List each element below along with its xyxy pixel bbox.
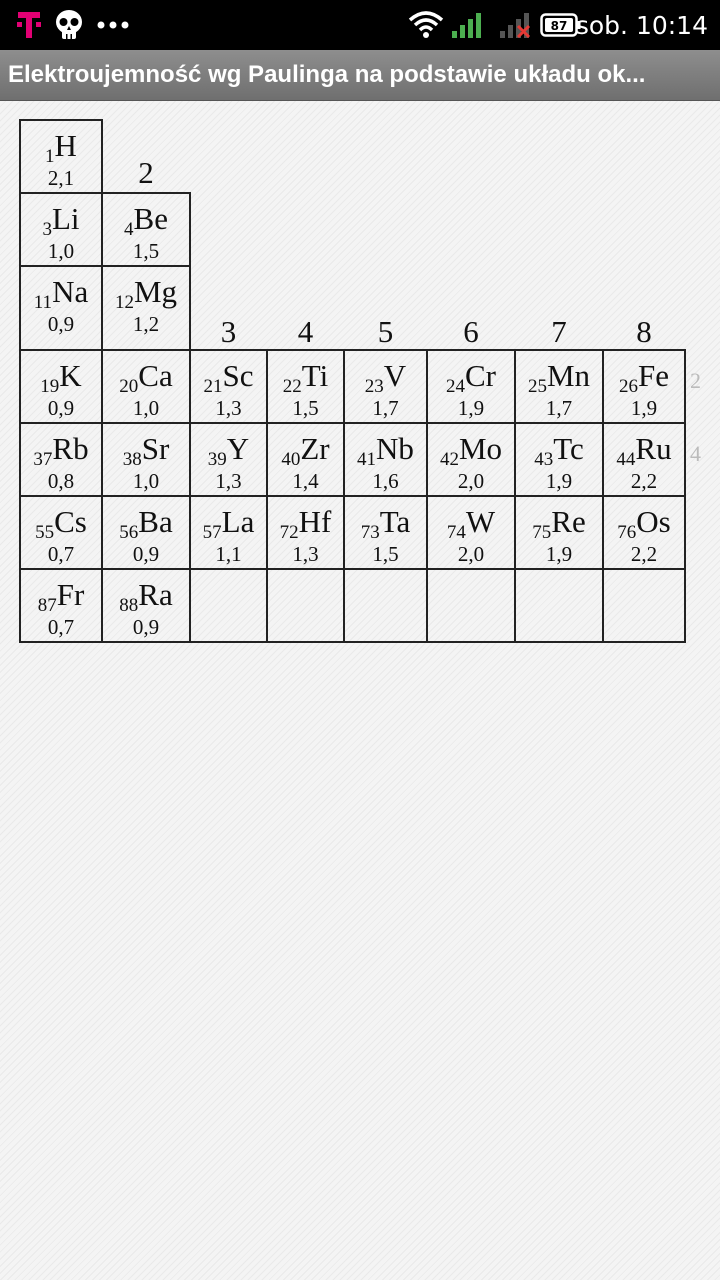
element-cell bbox=[603, 569, 685, 642]
atomic-number: 42 bbox=[439, 449, 459, 470]
electronegativity-value: 0,9 bbox=[47, 396, 75, 420]
element-symbol bbox=[123, 431, 170, 470]
element-symbol bbox=[616, 431, 671, 470]
group-number: 6 bbox=[463, 314, 479, 349]
element-symbol-text: H bbox=[54, 128, 77, 163]
element-symbol-text: Ru bbox=[635, 431, 672, 466]
element-symbol-text: Tc bbox=[553, 431, 584, 466]
element-cell bbox=[344, 569, 427, 642]
element-symbol bbox=[34, 274, 89, 313]
title-bar bbox=[0, 50, 720, 101]
atomic-number: 88 bbox=[119, 595, 139, 616]
electronegativity-value: 1,9 bbox=[457, 396, 485, 420]
cut-off-atomic-number: 4 bbox=[690, 441, 701, 466]
atomic-number: 87 bbox=[37, 595, 57, 616]
no-signal-icon bbox=[498, 0, 532, 50]
element-symbol-text: Zr bbox=[300, 431, 330, 466]
electronegativity-value: 1,9 bbox=[545, 469, 573, 493]
element-symbol bbox=[38, 577, 85, 616]
element-symbol-text: Fr bbox=[56, 577, 85, 612]
element-symbol-text: Ra bbox=[138, 577, 173, 612]
signal-icon bbox=[450, 0, 484, 50]
electronegativity-value: 1,3 bbox=[215, 469, 242, 493]
atomic-number: 72 bbox=[279, 522, 299, 543]
electronegativity-value: 0,9 bbox=[47, 312, 75, 336]
electronegativity-table bbox=[0, 100, 720, 1280]
electronegativity-value: 1,5 bbox=[372, 542, 399, 566]
element-symbol-text: Na bbox=[52, 274, 89, 309]
element-symbol-text: Y bbox=[226, 431, 250, 466]
group-number: 4 bbox=[297, 314, 314, 349]
electronegativity-value: 1,5 bbox=[292, 396, 319, 420]
element-symbol-text: Re bbox=[551, 504, 586, 539]
element-symbol-text: Fe bbox=[638, 358, 669, 393]
element-symbol bbox=[447, 504, 496, 543]
element-symbol bbox=[35, 504, 87, 543]
atomic-number: 76 bbox=[617, 522, 637, 543]
electronegativity-value: 2,1 bbox=[47, 166, 75, 190]
atomic-number: 73 bbox=[360, 522, 380, 543]
element-symbol-text: Hf bbox=[298, 504, 332, 539]
electronegativity-value: 0,8 bbox=[47, 469, 75, 493]
group-number: 5 bbox=[377, 314, 394, 349]
electronegativity-value: 1,4 bbox=[292, 469, 319, 493]
atomic-number: 40 bbox=[281, 449, 301, 470]
electronegativity-value: 2,2 bbox=[630, 542, 658, 566]
electronegativity-value: 1,9 bbox=[545, 542, 573, 566]
electronegativity-value: 0,7 bbox=[47, 615, 75, 639]
battery-level: 87 bbox=[550, 19, 568, 33]
element-symbol bbox=[33, 431, 88, 470]
group-number: 8 bbox=[636, 314, 652, 349]
atomic-number: 22 bbox=[282, 376, 302, 397]
electronegativity-value: 1,0 bbox=[132, 469, 160, 493]
electronegativity-value: 1,0 bbox=[132, 396, 160, 420]
electronegativity-value: 0,9 bbox=[132, 615, 160, 639]
element-symbol-text: Mg bbox=[133, 274, 178, 309]
wifi-icon bbox=[408, 0, 444, 50]
group-number: 7 bbox=[551, 314, 567, 349]
atomic-number: 12 bbox=[114, 292, 134, 313]
element-symbol-text: Os bbox=[636, 504, 671, 539]
electronegativity-value: 1,0 bbox=[47, 239, 75, 263]
electronegativity-value: 0,9 bbox=[132, 542, 160, 566]
element-symbol bbox=[619, 358, 669, 397]
element-symbol bbox=[42, 201, 79, 240]
element-symbol bbox=[361, 504, 411, 543]
atomic-number: 24 bbox=[446, 376, 465, 397]
element-symbol-text: Ti bbox=[301, 358, 329, 393]
element-symbol-text: Sr bbox=[141, 431, 170, 466]
atomic-number: 4 bbox=[124, 219, 134, 240]
electronegativity-value: 0,7 bbox=[47, 542, 75, 566]
element-symbol-text: Sc bbox=[222, 358, 254, 393]
group-number: 2 bbox=[138, 155, 154, 190]
element-symbol-text: V bbox=[383, 358, 407, 393]
status-bar bbox=[0, 0, 720, 50]
element-symbol bbox=[119, 358, 173, 397]
element-symbol-text: La bbox=[221, 504, 255, 539]
atomic-number: 11 bbox=[33, 292, 53, 313]
atomic-number: 1 bbox=[45, 146, 55, 167]
electronegativity-value: 2,0 bbox=[457, 542, 485, 566]
element-cell bbox=[190, 569, 267, 642]
element-symbol bbox=[119, 577, 173, 616]
element-symbol-text: Ba bbox=[138, 504, 173, 539]
element-symbol-text: Ca bbox=[138, 358, 173, 393]
element-symbol-text: Be bbox=[133, 201, 168, 236]
element-symbol bbox=[365, 358, 407, 397]
element-symbol-text: Ta bbox=[379, 504, 411, 539]
element-symbol bbox=[617, 504, 670, 543]
element-cell bbox=[427, 569, 515, 642]
element-symbol bbox=[528, 358, 591, 397]
atomic-number: 56 bbox=[119, 522, 139, 543]
element-symbol-text: W bbox=[465, 504, 496, 539]
element-symbol-text: Rb bbox=[52, 431, 89, 466]
t-mobile-logo-icon bbox=[14, 0, 44, 50]
atomic-number: 3 bbox=[42, 219, 52, 240]
electronegativity-value: 1,1 bbox=[215, 542, 242, 566]
atomic-number: 74 bbox=[446, 522, 466, 543]
element-symbol bbox=[119, 504, 173, 543]
element-symbol bbox=[203, 504, 255, 543]
element-symbol bbox=[204, 358, 254, 397]
atomic-number: 21 bbox=[203, 376, 223, 397]
atomic-number: 25 bbox=[527, 376, 547, 397]
element-symbol bbox=[115, 274, 177, 313]
element-symbol-text: Mo bbox=[458, 431, 503, 466]
electronegativity-value: 1,3 bbox=[292, 542, 319, 566]
element-symbol-text: Mn bbox=[546, 358, 591, 393]
electronegativity-value: 2,2 bbox=[630, 469, 658, 493]
periodic-table-image bbox=[0, 100, 720, 1280]
electronegativity-value: 1,7 bbox=[545, 396, 573, 420]
element-symbol bbox=[281, 431, 330, 470]
atomic-number: 43 bbox=[534, 449, 554, 470]
element-symbol-text: Cs bbox=[54, 504, 87, 539]
electronegativity-value: 2,0 bbox=[457, 469, 485, 493]
electronegativity-value: 1,7 bbox=[372, 396, 399, 420]
element-symbol bbox=[532, 504, 585, 543]
atomic-number: 19 bbox=[40, 376, 60, 397]
atomic-number: 23 bbox=[364, 376, 384, 397]
more-notifications-icon bbox=[96, 0, 130, 50]
element-symbol-text: Cr bbox=[465, 358, 496, 393]
atomic-number: 39 bbox=[207, 449, 227, 470]
element-symbol bbox=[40, 358, 82, 397]
electronegativity-value: 1,5 bbox=[132, 239, 160, 263]
skull-icon bbox=[52, 0, 86, 50]
element-symbol bbox=[534, 431, 584, 470]
element-symbol bbox=[283, 358, 329, 397]
element-symbol bbox=[208, 431, 249, 470]
element-symbol bbox=[45, 128, 77, 167]
element-symbol-text: Li bbox=[51, 201, 80, 236]
element-cell bbox=[267, 569, 344, 642]
electronegativity-value: 1,3 bbox=[215, 396, 242, 420]
element-symbol bbox=[124, 201, 168, 240]
element-symbol-text: K bbox=[59, 358, 82, 393]
atomic-number: 55 bbox=[35, 522, 55, 543]
element-symbol bbox=[280, 504, 332, 543]
element-symbol bbox=[446, 358, 497, 397]
atomic-number: 20 bbox=[119, 376, 139, 397]
atomic-number: 38 bbox=[122, 449, 142, 470]
status-time: sob. 10:14 bbox=[575, 10, 708, 40]
cut-off-atomic-number: 2 bbox=[690, 368, 701, 393]
element-cell bbox=[515, 569, 603, 642]
electronegativity-value: 1,9 bbox=[630, 396, 658, 420]
atomic-number: 41 bbox=[357, 449, 377, 470]
group-number: 3 bbox=[220, 314, 237, 349]
atomic-number: 44 bbox=[616, 449, 636, 470]
electronegativity-value: 1,6 bbox=[372, 469, 399, 493]
electronegativity-value: 1,2 bbox=[132, 312, 160, 336]
page-title: Elektroujemność wg Paulinga na podstawie układu ok... bbox=[8, 61, 646, 88]
atomic-number: 75 bbox=[532, 522, 552, 543]
element-symbol bbox=[440, 431, 502, 470]
element-symbol-text: Nb bbox=[376, 431, 414, 466]
element-symbol bbox=[357, 431, 414, 470]
atomic-number: 57 bbox=[202, 522, 222, 543]
atomic-number: 26 bbox=[619, 376, 638, 397]
atomic-number: 37 bbox=[33, 449, 53, 470]
